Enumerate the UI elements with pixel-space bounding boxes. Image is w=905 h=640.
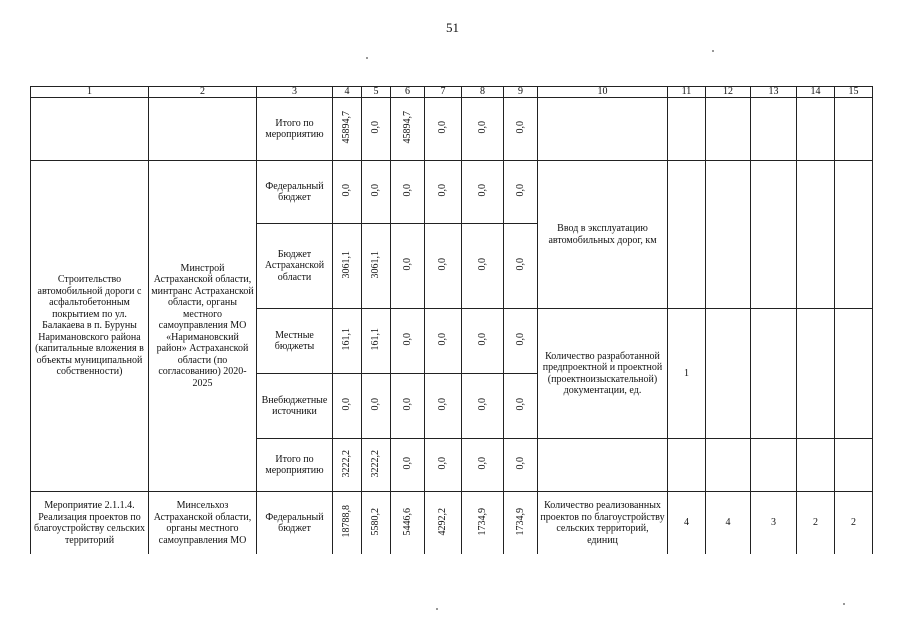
- value-col8: 0,0: [476, 184, 488, 197]
- value-col9: 0,0: [514, 258, 526, 271]
- value-cell: [362, 224, 391, 309]
- value-cell: [462, 224, 504, 309]
- value-col9: 0,0: [514, 457, 526, 470]
- value-cell: [462, 439, 504, 492]
- empty-cell: [668, 439, 706, 492]
- value-col5: 3222,2: [370, 449, 382, 477]
- value-cell: [362, 374, 391, 439]
- value-cell: [391, 161, 425, 224]
- column-header-10: 10: [538, 87, 668, 98]
- value-col11: 4: [668, 492, 706, 555]
- value-col9: 1734,9: [514, 507, 526, 535]
- value-col4: 161,1: [341, 328, 353, 351]
- funding-source: Итого по мероприятию: [257, 98, 333, 161]
- column-header-2: 2: [149, 87, 257, 98]
- value-cell: [462, 161, 504, 224]
- column-header-6: 6: [391, 87, 425, 98]
- value-col6: 0,0: [401, 398, 413, 411]
- value-cell: [391, 374, 425, 439]
- value-cell: [333, 224, 362, 309]
- value-col5: 3061,1: [370, 250, 382, 278]
- value-cell: [333, 98, 362, 161]
- column-header-8: 8: [462, 87, 504, 98]
- value-cell: [504, 98, 538, 161]
- scan-speck: [436, 608, 438, 610]
- value-cell: [391, 492, 425, 555]
- funding-source: Итого по мероприятию: [257, 439, 333, 492]
- value-col14: 2: [797, 492, 835, 555]
- empty-cell: [835, 98, 873, 161]
- column-header-7: 7: [425, 87, 462, 98]
- funding-source: Федеральный бюджет: [257, 161, 333, 224]
- funding-source: Местные бюджеты: [257, 309, 333, 374]
- empty-cell: [835, 439, 873, 492]
- value-col4: 0,0: [341, 398, 353, 411]
- value-col5: 0,0: [370, 398, 382, 411]
- value-col6: 0,0: [401, 184, 413, 197]
- value-cell: [333, 161, 362, 224]
- value-col6: 0,0: [401, 333, 413, 346]
- value-cell: [425, 492, 462, 555]
- responsible-executors: Минсельхоз Астраханской области, органы местного самоуправления МО: [149, 492, 257, 555]
- value-col7: 4292,2: [437, 507, 449, 535]
- value-col5: 0,0: [370, 121, 382, 134]
- column-header-15: 15: [835, 87, 873, 98]
- value-col6: 0,0: [401, 457, 413, 470]
- value-cell: [362, 98, 391, 161]
- empty-cell: [797, 309, 835, 439]
- value-cell: [504, 374, 538, 439]
- value-col8: 0,0: [476, 333, 488, 346]
- responsible-executors: Минстрой Астраханской области, минтранс Астраханской области, органы местного самоуправления МО «Наримановский район» Астраханской области (по согласованию) 2020-2025: [149, 161, 257, 492]
- value-col9: 0,0: [514, 333, 526, 346]
- column-header-3: 3: [257, 87, 333, 98]
- scan-speck: [843, 603, 845, 605]
- value-cell: [504, 309, 538, 374]
- value-cell: [362, 439, 391, 492]
- column-header-9: 9: [504, 87, 538, 98]
- value-cell: [362, 309, 391, 374]
- column-header-11: 11: [668, 87, 706, 98]
- value-col8: 1734,9: [476, 507, 488, 535]
- header-row: [31, 87, 873, 98]
- value-col4: 3222,2: [341, 449, 353, 477]
- table-row: [31, 161, 873, 224]
- value-col9: 0,0: [514, 184, 526, 197]
- value-col8: 0,0: [476, 121, 488, 134]
- value-col12: 4: [706, 492, 751, 555]
- empty-cell: [706, 98, 751, 161]
- value-col6: 0,0: [401, 258, 413, 271]
- table-row: [31, 98, 873, 161]
- empty-cell: [835, 161, 873, 309]
- empty-cell: [538, 439, 668, 492]
- value-col9: 0,0: [514, 121, 526, 134]
- value-cell: [462, 492, 504, 555]
- value-col7: 0,0: [437, 184, 449, 197]
- measure-name: Мероприятие 2.1.1.4. Реализация проектов по благоустройству сельских территорий: [31, 492, 149, 555]
- program-table: [30, 86, 873, 554]
- value-cell: [391, 439, 425, 492]
- column-header-13: 13: [751, 87, 797, 98]
- empty-cell: [538, 98, 668, 161]
- value-cell: [333, 309, 362, 374]
- empty-cell: [797, 161, 835, 309]
- column-header-5: 5: [362, 87, 391, 98]
- value-cell: [391, 224, 425, 309]
- value-cell: [362, 161, 391, 224]
- empty-cell: [706, 161, 751, 309]
- value-cell: [425, 439, 462, 492]
- value-col4: 3061,1: [341, 250, 353, 278]
- column-header-4: 4: [333, 87, 362, 98]
- value-col9: 0,0: [514, 398, 526, 411]
- value-cell: [504, 224, 538, 309]
- value-cell: [425, 374, 462, 439]
- value-col8: 0,0: [476, 258, 488, 271]
- value-col13: 3: [751, 492, 797, 555]
- value-col6: 45894,7: [401, 111, 413, 144]
- value-col7: 0,0: [437, 398, 449, 411]
- value-cell: [425, 309, 462, 374]
- value-col8: 0,0: [476, 457, 488, 470]
- value-col8: 0,0: [476, 398, 488, 411]
- value-col7: 0,0: [437, 121, 449, 134]
- value-cell: [333, 492, 362, 555]
- value-col4: 18788,8: [341, 505, 353, 538]
- value-col5: 5580,2: [370, 507, 382, 535]
- page-number: 51: [446, 20, 459, 35]
- funding-source: Бюджет Астраханской области: [257, 224, 333, 309]
- empty-cell: [751, 98, 797, 161]
- empty-cell: [751, 161, 797, 309]
- column-header-14: 14: [797, 87, 835, 98]
- empty-cell: [706, 309, 751, 439]
- funding-source: Федеральный бюджет: [257, 492, 333, 555]
- empty-cell: [668, 161, 706, 309]
- table-row: [31, 492, 873, 555]
- empty-cell: [751, 309, 797, 439]
- empty-cell: [31, 98, 149, 161]
- value-col5: 0,0: [370, 184, 382, 197]
- value-col5: 161,1: [370, 328, 382, 351]
- value-col6: 5446,6: [401, 507, 413, 535]
- empty-cell: [149, 98, 257, 161]
- indicator-docs: Количество разработанной предпроектной и проектной (проектноизыскательной) документации, ед.: [538, 309, 668, 439]
- value-col7: 0,0: [437, 457, 449, 470]
- value-cell: [333, 374, 362, 439]
- value-cell: [504, 439, 538, 492]
- empty-cell: [835, 309, 873, 439]
- empty-cell: [797, 98, 835, 161]
- value-col15: 2: [835, 492, 873, 555]
- value-cell: [504, 492, 538, 555]
- empty-cell: [668, 98, 706, 161]
- value-col4: 0,0: [341, 184, 353, 197]
- empty-cell: [751, 439, 797, 492]
- indicator-roads: Ввод в эксплуатацию автомобильных дорог, км: [538, 161, 668, 309]
- value-cell: [391, 309, 425, 374]
- value-cell: [462, 309, 504, 374]
- indicator-projects: Количество реализованных проектов по благоустройству сельских территорий, единиц: [538, 492, 668, 555]
- value-cell: [391, 98, 425, 161]
- scan-speck: [366, 57, 368, 59]
- value-cell: [425, 224, 462, 309]
- column-header-1: 1: [31, 87, 149, 98]
- value-cell: [362, 492, 391, 555]
- value-col7: 0,0: [437, 258, 449, 271]
- docs-value: 1: [668, 309, 706, 439]
- value-col4: 45894,7: [341, 111, 353, 144]
- column-header-12: 12: [706, 87, 751, 98]
- value-cell: [504, 161, 538, 224]
- funding-source: Внебюджетные источники: [257, 374, 333, 439]
- measure-name: Строительство автомобильной дороги с асфальтобетонным покрытием по ул. Балакаева в п. Буруны Наримановского района (капитальные вложения в объекты муниципальной собственности): [31, 161, 149, 492]
- empty-cell: [706, 439, 751, 492]
- value-cell: [462, 98, 504, 161]
- scan-speck: [712, 50, 714, 52]
- value-cell: [462, 374, 504, 439]
- empty-cell: [797, 439, 835, 492]
- value-col7: 0,0: [437, 333, 449, 346]
- value-cell: [333, 439, 362, 492]
- value-cell: [425, 98, 462, 161]
- value-cell: [425, 161, 462, 224]
